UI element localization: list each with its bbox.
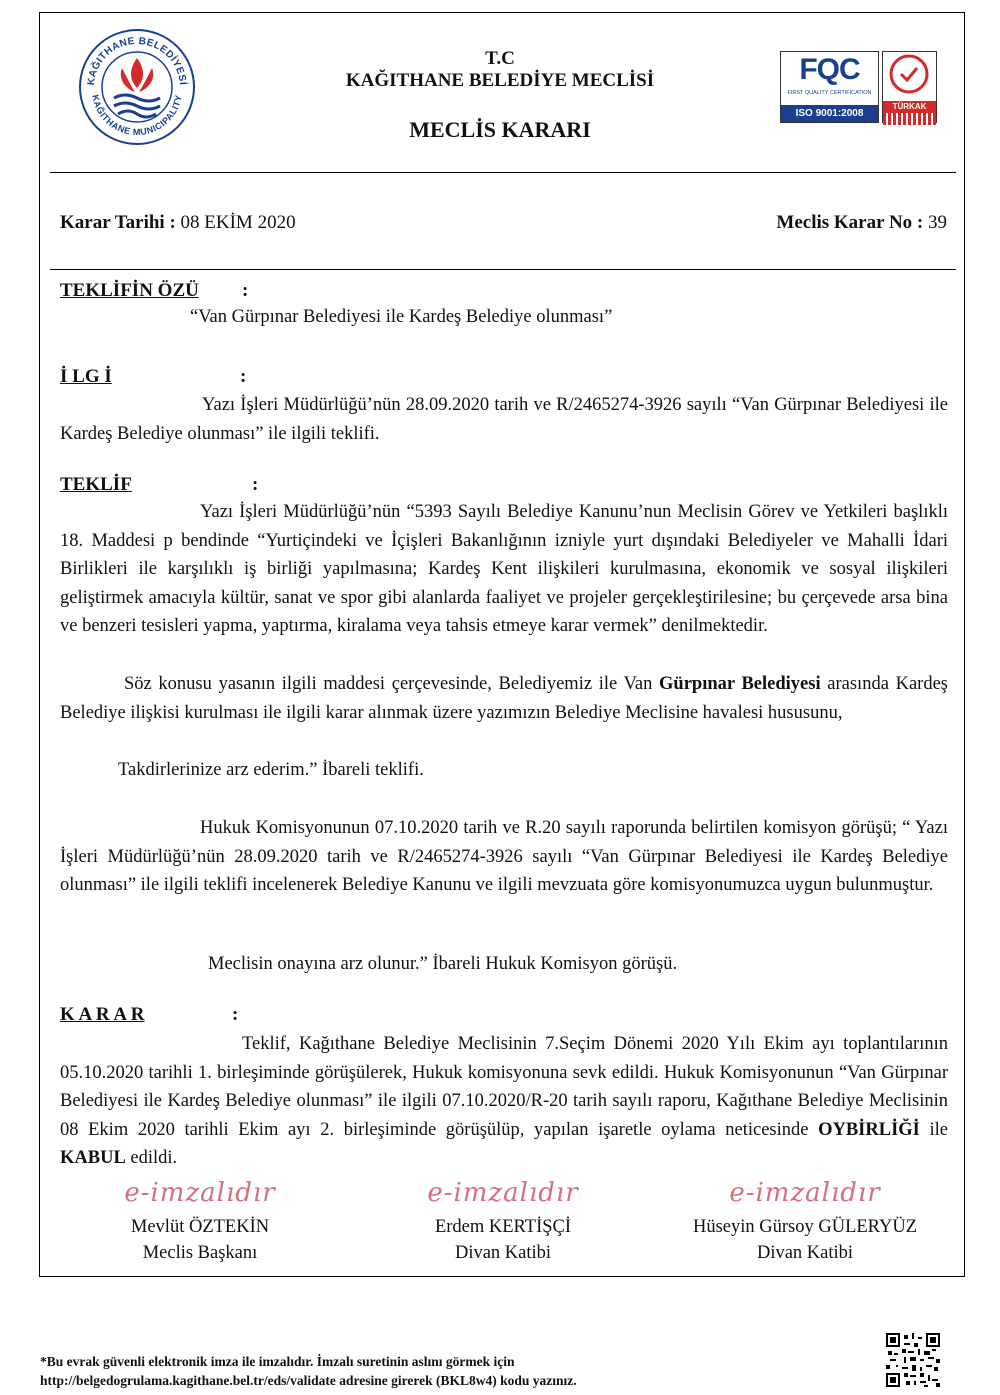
signature-block-1 xyxy=(80,1178,320,1266)
signature-block-3 xyxy=(665,1178,945,1266)
document-type-title: MECLİS KARARI xyxy=(409,117,591,142)
ilgi-text: Yazı İşleri Müdürlüğü’nün 28.09.2020 tarih ve R/2465274-3926 sayılı “Van Gürpınar Belediyesi ile Kardeş Belediye olunması” ile ilgili teklifi. xyxy=(60,395,948,444)
teklif-paragraph-3: Takdirlerinize arz ederim.” İbareli teklifi. xyxy=(118,760,424,780)
header-council-name: KAĞITHANE BELEDİYE MECLİSİ xyxy=(345,70,655,91)
fqc-iso-badge xyxy=(780,51,879,123)
number-label: Meclis Karar No : xyxy=(776,212,924,233)
karar-text: Teklif, Kağıthane Belediye Meclisinin 7.Seçim Dönemi 2020 Yılı Ekim ayı toplantılarının 05.10.2020 tarihli 1. birleşiminde görüşülerek, Hukuk komisyonuna sevk edildi. Hukuk Komisyonunun “Van Gürpınar Belediyesi ile Kardeş Belediye olunması” ile ilgili 07.10.2020/R-20 tarih sayılı raporu, Kağıthane Belediye Meclisinin 08 Ekim 2020 tarihli Ekim ayı 2. birleşiminde görüşülüp, yapılan işaretle oylama neticesinde OYBİRLİĞİ ile KABUL edildi. xyxy=(60,1034,948,1168)
turkak-badge xyxy=(882,51,937,123)
komisyon-paragraph-1: Hukuk Komisyonunun 07.10.2020 tarih ve R.20 sayılı raporunda belirtilen komisyon görüşü; “ Yazı İşleri Müdürlüğü’nün 28.09.2020 tarih ve R/2465274-3926 sayılı “Van Gürpınar Belediyesi ile Kardeş Belediye olunması” ile ilgili teklifi incelenerek Belediye Kanunu ve ilgili mevzuata göre komisyonumuzca uygun bulunmuştur. xyxy=(60,818,948,895)
number-value: 39 xyxy=(928,212,947,233)
verification-line-1: *Bu evrak güvenli elektronik imza ile imzalıdır. İmzalı suretinin aslını görmek için xyxy=(40,1354,515,1369)
logo-top-text: KAĞITHANE BELEDİYESİ xyxy=(85,35,188,86)
signature-block-2 xyxy=(383,1178,623,1266)
meta-divider xyxy=(50,269,956,270)
signatory-name: Hüseyin Gürsoy GÜLERYÜZ xyxy=(692,1217,918,1237)
verification-note xyxy=(40,1352,577,1390)
decision-number xyxy=(776,212,947,234)
signatory-name: Erdem KERTİŞÇİ xyxy=(434,1217,572,1237)
header-divider xyxy=(50,172,956,173)
komisyon-paragraph-2: Meclisin onayına arz olunur.” İbareli Hukuk Komisyon görüşü. xyxy=(208,954,678,974)
verification-url-line: http://belgedogrulama.kagithane.bel.tr/eds/validate adresine girerek (BKL8w4) kodu yazınız. xyxy=(40,1373,577,1388)
fqc-label: FQC xyxy=(799,53,860,86)
section-heading-ozu: TEKLİFİN ÖZÜ : xyxy=(60,280,249,301)
decision-date xyxy=(60,212,296,234)
signatory-name: Mevlüt ÖZTEKİN xyxy=(130,1217,270,1237)
e-signature-stamp: e-imzalıdır xyxy=(427,1178,579,1208)
iso-label: ISO 9001:2008 xyxy=(781,105,878,122)
date-value: 08 EKİM 2020 xyxy=(180,212,296,233)
date-label: Karar Tarihi : xyxy=(60,212,176,233)
section-heading-karar: K A R A R : xyxy=(60,1004,239,1025)
turkak-label: TÜRKAK xyxy=(883,101,936,113)
header-tc: T.C xyxy=(485,48,515,69)
section-heading-teklif: TEKLİF : xyxy=(60,474,259,495)
teklif-paragraph-1: Yazı İşleri Müdürlüğü’nün “5393 Sayılı Belediye Kanunu’nun Meclisin Görev ve Yetkileri başlıklı 18. Maddesi p bendinde “Yurtiçindeki ve İçişleri Bakanlığının izniyle yurt dışındaki Belediyeler ve Mahalli İdari Birlikleri ile karşılıklı iş birliği yapılmasına; Kardeş Kent ilişkileri kurulmasına, ekonomik ve sosyal ilişkileri geliştirmek amacıyla kültür, sanat ve spor gibi alanlarda faaliyet ve projeler gerçekleştirilesine; bu çerçevede arsa bina ve benzeri tesisleri yapma, yaptırma, kiralama veya tahsis etmeye karar vermek” denilmektedir. xyxy=(60,502,948,636)
section-heading-ilgi: İ LG İ : xyxy=(60,366,247,387)
qr-code-icon[interactable] xyxy=(886,1333,940,1387)
signatory-title: Divan Katibi xyxy=(756,1243,854,1263)
e-signature-stamp: e-imzalıdır xyxy=(124,1178,276,1208)
logo-bottom-text: KAĞITHANE MUNICIPALITY xyxy=(90,93,184,138)
signatory-title: Meclis Başkanı xyxy=(142,1243,258,1263)
ozu-text: “Van Gürpınar Belediyesi ile Kardeş Belediye olunması” xyxy=(190,307,613,327)
turkak-emblem-icon xyxy=(883,52,935,96)
signatory-title: Divan Katibi xyxy=(454,1243,552,1263)
municipality-logo xyxy=(78,28,196,146)
fqc-subtitle: FIRST QUALITY CERTIFICATION xyxy=(787,90,872,96)
e-signature-stamp: e-imzalıdır xyxy=(729,1178,881,1208)
teklif-paragraph-2: Söz konusu yasanın ilgili maddesi çerçevesinde, Belediyemiz ile Van Gürpınar Belediyesi arasında Kardeş Belediye ilişkisi kurulması ile ilgili karar alınmak üzere yazımızın Belediye Meclisine havalesi hususunu, xyxy=(60,674,948,723)
